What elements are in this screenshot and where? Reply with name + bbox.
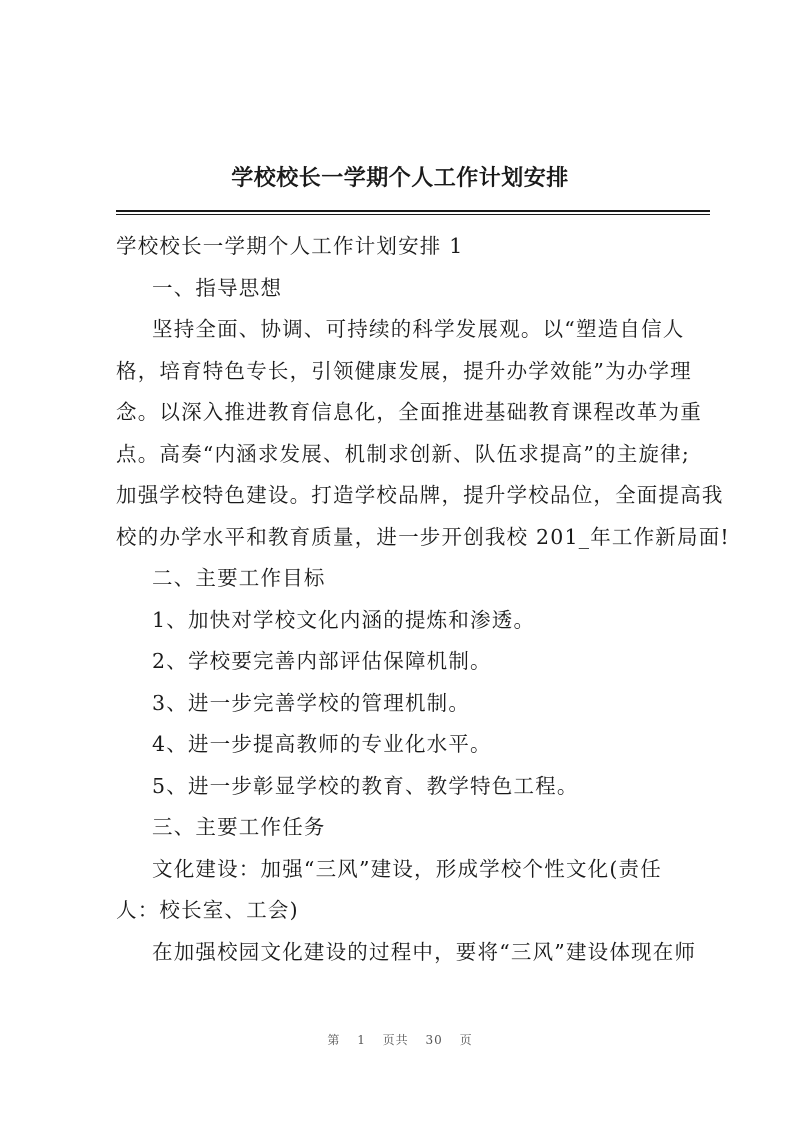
document-title: 学校校长一学期个人工作计划安排 [231,165,569,191]
document-line: 1、加快对学校文化内涵的提炼和渗透。 [152,607,536,632]
footer-page-number: 1 [357,1033,366,1047]
document-line: 坚持全面、协调、可持续的科学发展观。以“塑造自信人 [152,317,685,341]
document-line: 人：校长室、工会) [116,898,299,922]
footer-suffix: 页 [459,1033,473,1047]
document-line: 校的办学水平和教育质量，进一步开创我校 201_年工作新局面! [116,524,730,549]
footer-middle: 页共 [382,1033,409,1047]
document-line: 学校校长一学期个人工作计划安排 1 [116,234,464,258]
document-body [116,226,730,973]
document-line: 5、进一步彰显学校的教育、教学特色工程。 [152,773,579,798]
document-line: 4、进一步提高教师的专业化水平。 [152,732,492,756]
document-line: 文化建设：加强“三风”建设，形成学校个性文化(责任 [152,856,662,881]
page-footer [0,1030,800,1050]
document-line: 在加强校园文化建设的过程中，要将“三风”建设体现在师 [152,939,697,964]
document-line: 二、主要工作目标 [152,566,326,590]
title-rule-thick [116,210,710,212]
footer-total-pages: 30 [425,1033,443,1047]
document-line: 一、指导思想 [152,275,283,300]
title-rule-thin [116,214,710,215]
document-line: 加强学校特色建设。打造学校品牌，提升学校品位，全面提高我 [116,483,724,507]
document-line: 念。以深入推进教育信息化，全面推进基础教育课程改革为重 [116,400,702,424]
document-line: 2、学校要完善内部评估保障机制。 [152,649,492,673]
footer-prefix: 第 [327,1033,341,1047]
document-line: 点。高奏“内涵求发展、机制求创新、队伍求提高”的主旋律; [116,441,690,466]
document-line: 格，培育特色专长，引领健康发展，提升办学效能”为办学理 [116,358,692,383]
document-line: 3、进一步完善学校的管理机制。 [152,690,471,715]
document-line: 三、主要工作任务 [152,815,326,839]
